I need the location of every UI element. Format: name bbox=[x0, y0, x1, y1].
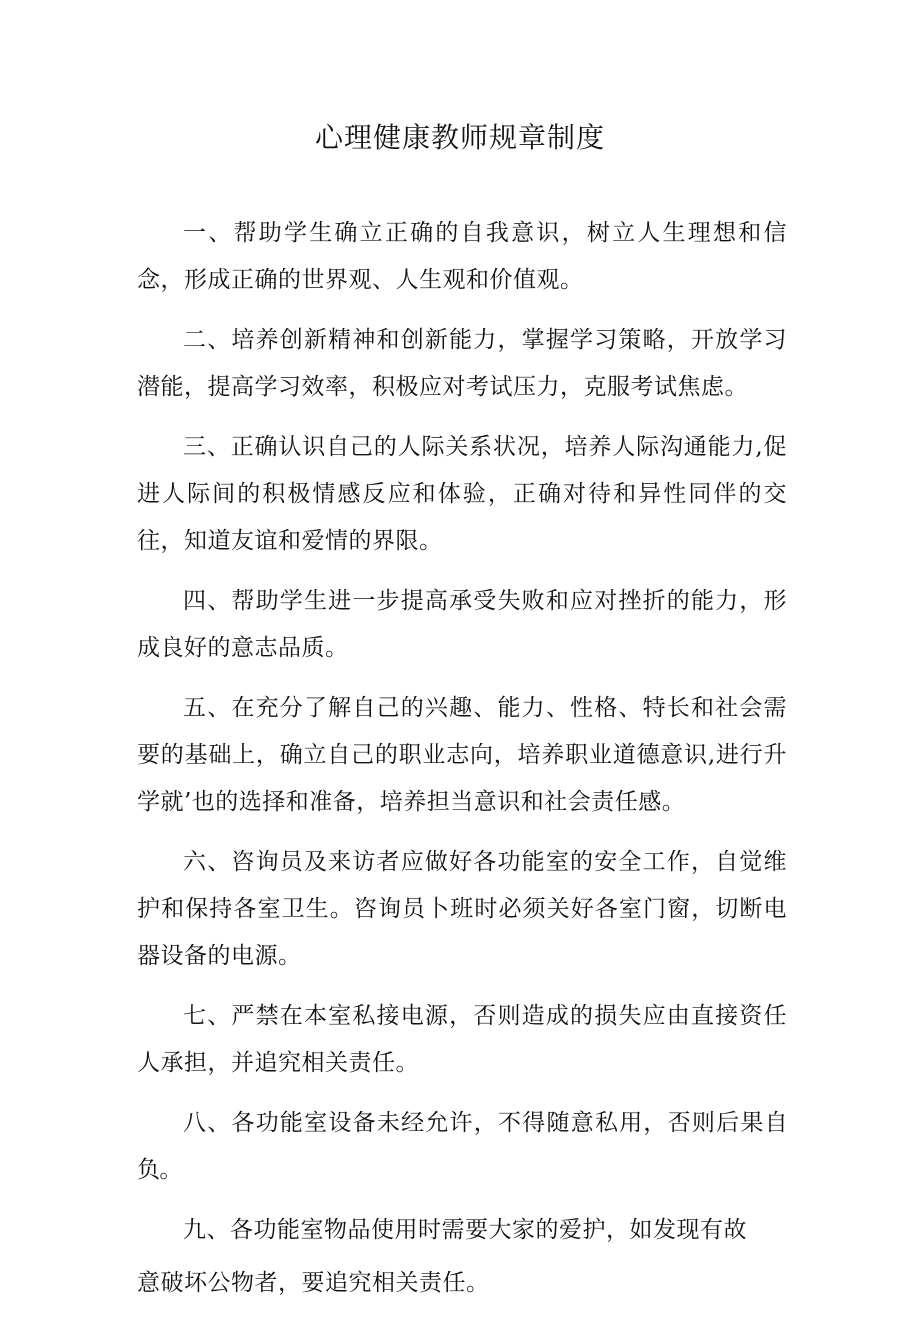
paragraph-7: 七、严禁在本室私接电源，否则造成的损失应由直接资任人承担，并追究相关责任。 bbox=[137, 1003, 787, 1076]
paragraph-9-line-1: 九、各功能室物品使用时需要大家的爱护，如发现有故 bbox=[183, 1217, 747, 1243]
paragraph-8: 八、各功能室设备未经允许，不得随意私用，否则后果自负。 bbox=[137, 1110, 787, 1183]
paragraph-9 bbox=[137, 1207, 787, 1307]
paragraph-2: 二、培养创新精神和创新能力，掌握学习策略，开放学习潜能，提高学习效率，积极应对考试压力，克服考试焦虑。 bbox=[137, 327, 787, 400]
paragraph-5: 五、在充分了解自己的兴趣、能力、性格、特长和社会需要的基础上，确立自己的职业志向，培养职业道德意识,进行升学就’也的选择和准备，培养担当意识和社会责任感。 bbox=[137, 695, 787, 815]
paragraph-6: 六、咨询员及来访者应做好各功能室的安全工作，自觉维护和保持各室卫生。咨询员卜班时必须关好各室门窗，切断电器设备的电源。 bbox=[137, 849, 787, 969]
paragraph-3: 三、正确认识自己的人际关系状况，培养人际沟通能力,促进人际间的积极情感反应和体验，正确对待和异性同伴的交往，知道友谊和爱情的界限。 bbox=[137, 434, 787, 554]
paragraph-9-line-2: 意破坏公物者，要追究相关责任。 bbox=[137, 1270, 490, 1296]
paragraph-4: 四、帮助学生进一步提高承受失败和应对挫折的能力，形成良好的意志品质。 bbox=[137, 588, 787, 661]
document-body bbox=[137, 210, 787, 1320]
document-title: 心理健康教师规章制度 bbox=[314, 121, 605, 154]
paragraph-1: 一、帮助学生确立正确的自我意识，树立人生理想和信念，形成正确的世界观、人生观和价值观。 bbox=[137, 220, 787, 293]
